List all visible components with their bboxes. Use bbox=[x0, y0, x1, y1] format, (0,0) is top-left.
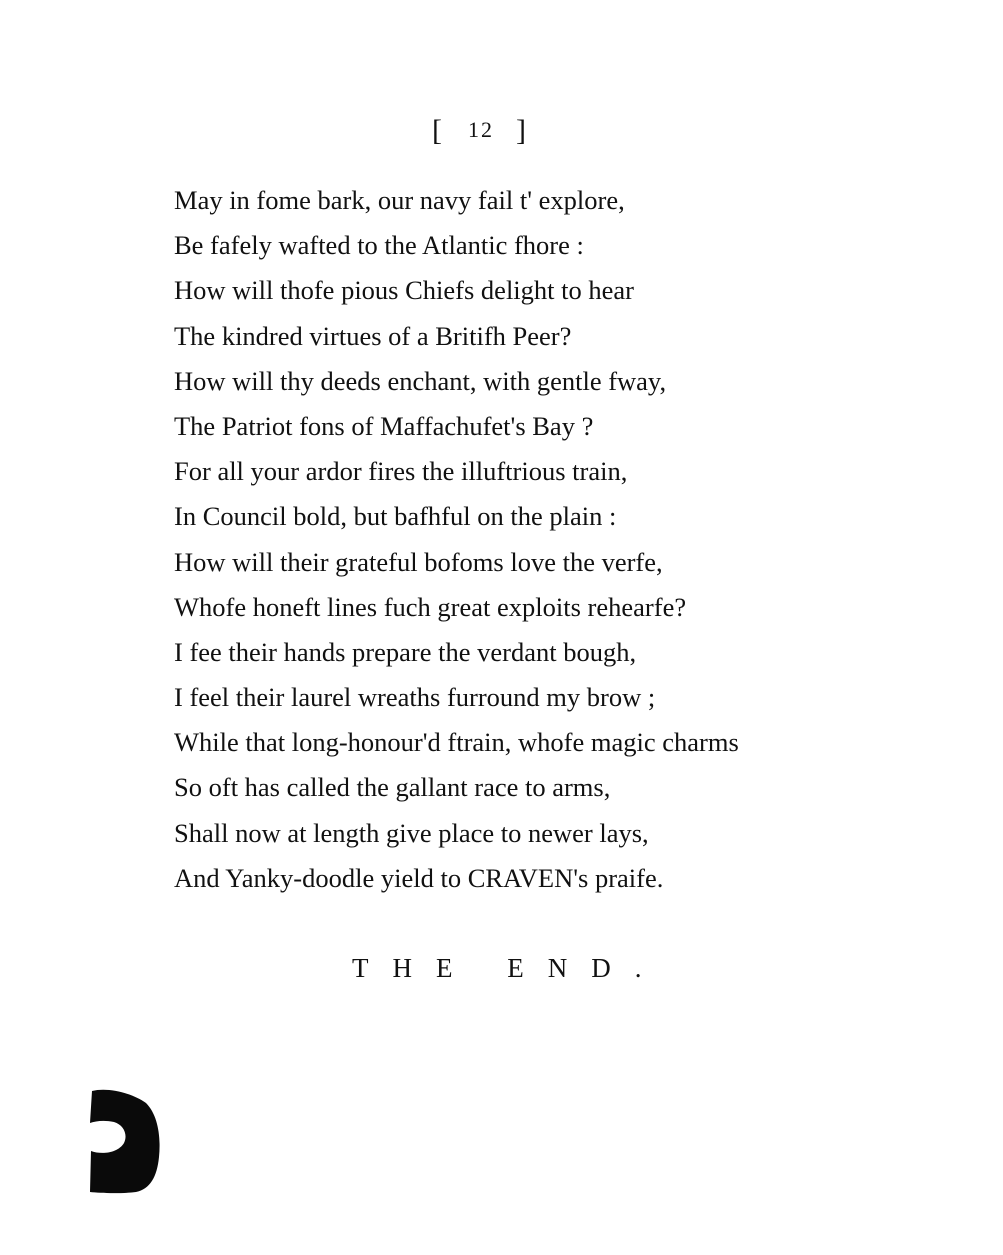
ink-blot-mark bbox=[88, 1085, 163, 1195]
poem-line: How will thy deeds enchant, with gentle fway, bbox=[174, 365, 667, 396]
close-bracket: ] bbox=[516, 114, 528, 147]
poem-line: While that long-honour'd ftrain, whofe magic charms bbox=[174, 727, 739, 758]
poem-line: I fee their hands prepare the verdant bough, bbox=[174, 636, 637, 667]
poem-line: For all your ardor fires the illuftrious train, bbox=[174, 456, 628, 487]
poem-text bbox=[174, 178, 874, 901]
the-end-heading: THE END. bbox=[352, 953, 666, 983]
page-number bbox=[432, 114, 552, 148]
poem-line: I feel their laurel wreaths furround my brow ; bbox=[174, 682, 656, 713]
poem-line: May in fome bark, our navy fail t' explore, bbox=[174, 185, 625, 215]
poem-line: Shall now at length give place to newer lays, bbox=[174, 817, 649, 848]
poem-line: And Yanky-doodle yield to CRAVEN's praife. bbox=[174, 862, 664, 893]
poem-line: So oft has called the gallant race to arms, bbox=[174, 772, 611, 803]
poem-line: The kindred virtues of a Britifh Peer? bbox=[174, 320, 572, 351]
open-bracket: [ bbox=[432, 114, 444, 147]
page-number-value: 12 bbox=[468, 117, 494, 142]
poem-line: In Council bold, but bafhful on the plain : bbox=[174, 501, 617, 532]
poem-line: How will their grateful bofoms love the verfe, bbox=[174, 546, 663, 577]
poem-line: How will thofe pious Chiefs delight to hear bbox=[174, 275, 634, 306]
poem-line: The Patriot fons of Maffachufet's Bay ? bbox=[174, 410, 594, 441]
poem-line: Be fafely wafted to the Atlantic fhore : bbox=[174, 230, 584, 261]
poem-line: Whofe honeft lines fuch great exploits rehearfe? bbox=[174, 591, 687, 622]
